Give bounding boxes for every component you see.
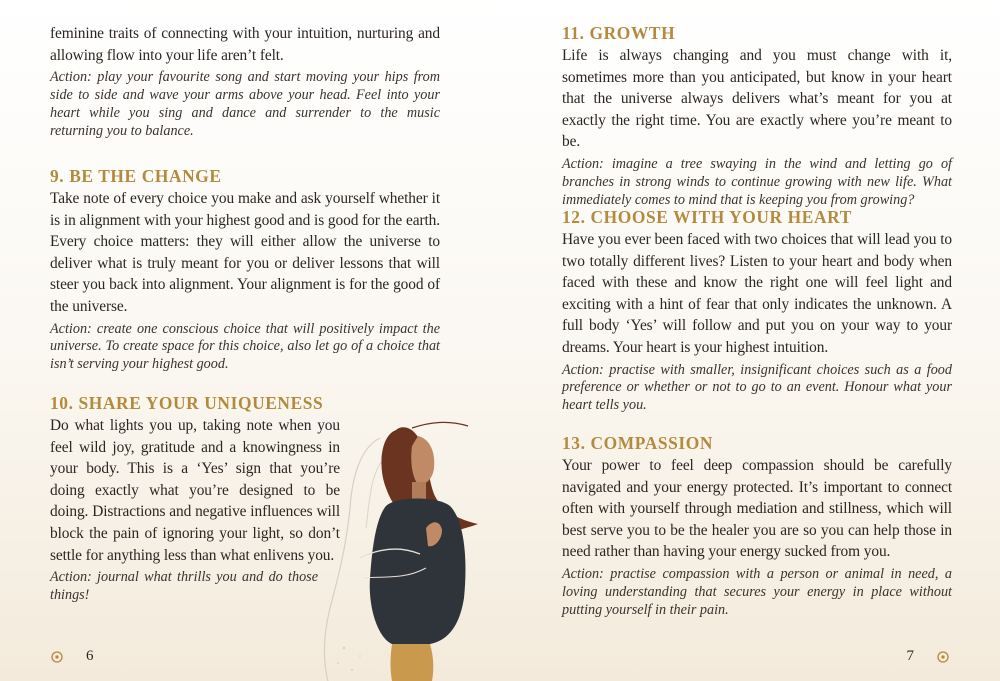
section-9-title: 9. BE THE CHANGE — [50, 166, 222, 186]
section-12-title: 12. CHOOSE WITH YOUR HEART — [562, 207, 852, 227]
section-9-body: Take note of every choice you make and ask yourself whether it is in alignment with your highest good and is good for the earth. Every choice matters: they will either allow the universe to deliver what is truly meant for you or deliver lessons that will steer you back into alignment. Your alignment is for the good of the universe. — [50, 190, 440, 315]
right-folio — [907, 648, 951, 665]
section-11-action: Action: imagine a tree swaying in the wind and letting go of branches in strong winds to continue growing with new life. What immediately comes to mind that is keeping you from growing? — [562, 155, 952, 208]
left-folio — [50, 648, 94, 665]
left-page-number: 6 — [86, 648, 94, 664]
woman-with-spirit-illustration — [300, 408, 500, 681]
section-13-title: 13. COMPASSION — [562, 433, 714, 453]
right-page-number: 7 — [906, 648, 914, 664]
moon-sun-icon — [920, 650, 950, 664]
section-9-action: Action: create one conscious choice that will positively impact the universe. To create space for this choice, also let go of a choice that isn’t serving your highest good. — [50, 320, 440, 373]
section-12-body: Have you ever been faced with two choices that will lead you to two totally different lives? Listen to your heart and body when faced with these and know the right one will feel light and exciting with a hint of fear that only indicates the unknown. A full body ‘Yes’ will follow and put you on your way to your dreams. Your heart is your highest intuition. — [562, 231, 952, 356]
section-11 — [562, 23, 952, 209]
section-13-action: Action: practise compassion with a person or animal in need, a loving understanding that secures your energy in place without putting yourself in their pain. — [562, 565, 952, 618]
intro-text: feminine traits of connecting with your intuition, nurturing and allowing flow into your life aren’t felt. — [50, 25, 440, 64]
section-10-body: Do what lights you up, taking note when you feel wild joy, gratitude and a knowingness in your body. This is a ‘Yes’ sign that you’re doing exactly what you’re designed to be doing. Distractions and negative influences will block the pain of ignoring your light, so don’t settle for anything less than what enlivens you. — [50, 417, 340, 564]
section-9 — [50, 166, 440, 374]
section-11-title: 11. GROWTH — [562, 23, 676, 43]
section-13-body: Your power to feel deep compassion should be carefully navigated and your energy protected. It’s important to connect often with yourself through mediation and stillness, which will best serve you to be the healer you are so you can help those in need rather than having your energy sucked from you. — [562, 457, 952, 561]
intro-block — [50, 23, 440, 140]
section-10-action: Action: journal what thrills you and do those things! — [50, 569, 318, 603]
section-10-title: 10. SHARE YOUR UNIQUENESS — [50, 393, 324, 413]
right-page — [500, 0, 1000, 681]
section-12 — [562, 207, 952, 415]
sun-moon-icon — [50, 650, 80, 664]
section-12-action: Action: practise with smaller, insignificant choices such as a food preference or whether or not to go to an event. Honour what your heart tells you. — [562, 361, 952, 414]
section-11-body: Life is always changing and you must change with it, sometimes more than you anticipated, but know in your heart that the universe always delivers what’s meant for you at exactly the right time. You are exactly where you’re meant to be. — [562, 47, 952, 151]
intro-action: Action: play your favourite song and start moving your hips from side to side and wave your arms above your head. Feel into your heart while you sing and dance and surrender to the music returning you to balance. — [50, 69, 440, 139]
section-13 — [562, 433, 952, 619]
